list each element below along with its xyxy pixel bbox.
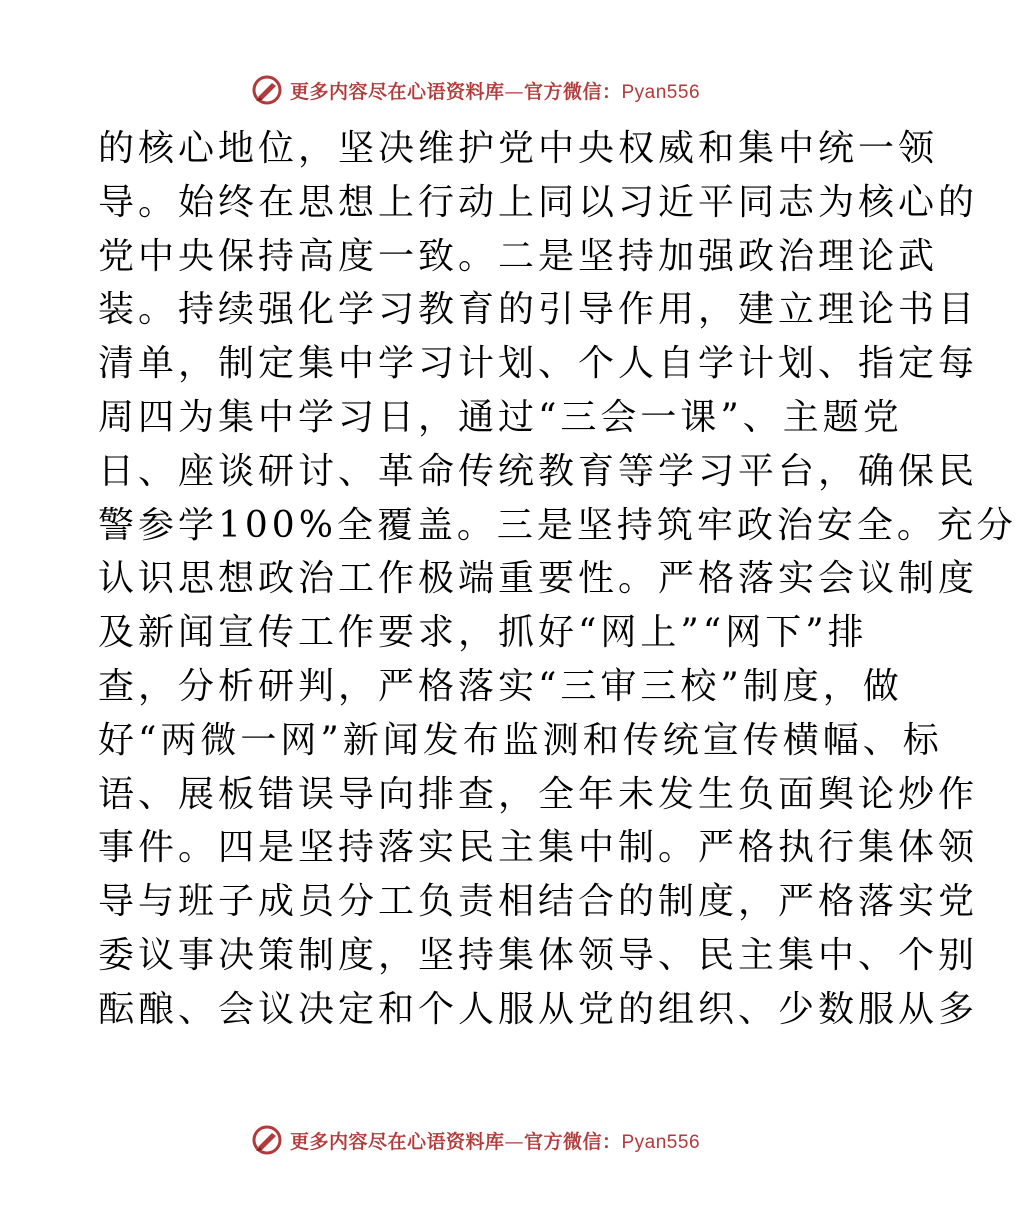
header-watermark: [0, 70, 950, 110]
body-line: 导。始终在思想上行动上同以习近平同志为核心的: [98, 181, 979, 223]
footer-watermark: [0, 1120, 950, 1160]
body-line: 事件。四是坚持落实民主集中制。严格执行集体领: [98, 827, 979, 869]
body-line: 装。持续强化学习教育的引导作用，建立理论书目: [98, 289, 979, 331]
pen-circle-icon: [250, 1123, 284, 1157]
body-line: 查，分析研判，严格落实“三审三校”制度，做: [98, 665, 903, 707]
body-line: 委议事决策制度，坚持集体领导、民主集中、个别: [98, 934, 979, 976]
pen-circle-icon: [250, 73, 284, 107]
body-line: 好“两微一网”新闻发布监测和传统宣传横幅、标: [98, 719, 943, 761]
body-line: 语、展板错误导向排查，全年未发生负面舆论炒作: [98, 773, 979, 815]
body-line: 酝酿、会议决定和个人服从党的组织、少数服从多: [98, 988, 979, 1030]
body-line: 及新闻宣传工作要求，抓好“网上”“网下”排: [98, 612, 868, 654]
body-line: 清单，制定集中学习计划、个人自学计划、指定每: [98, 343, 979, 385]
body-line: 周四为集中学习日，通过“三会一课”、主题党: [98, 396, 903, 438]
body-line: 党中央保持高度一致。二是坚持加强政治理论武: [98, 235, 939, 277]
watermark-text: 更多内容尽在心语资料库—官方微信：Pyan556: [289, 80, 701, 103]
document-body: [98, 122, 1017, 1037]
body-line: 认识思想政治工作极端重要性。严格落实会议制度: [98, 558, 979, 600]
body-line: 导与班子成员分工负责相结合的制度，严格落实党: [98, 881, 979, 923]
body-line: 日、座谈研讨、革命传统教育等学习平台，确保民: [98, 450, 979, 492]
body-line: 的核心地位，坚决维护党中央权威和集中统一领: [98, 128, 939, 169]
body-line: 警参学100%全覆盖。三是坚持筑牢政治安全。充分: [98, 504, 1017, 546]
watermark-text: 更多内容尽在心语资料库—官方微信：Pyan556: [289, 1130, 701, 1153]
